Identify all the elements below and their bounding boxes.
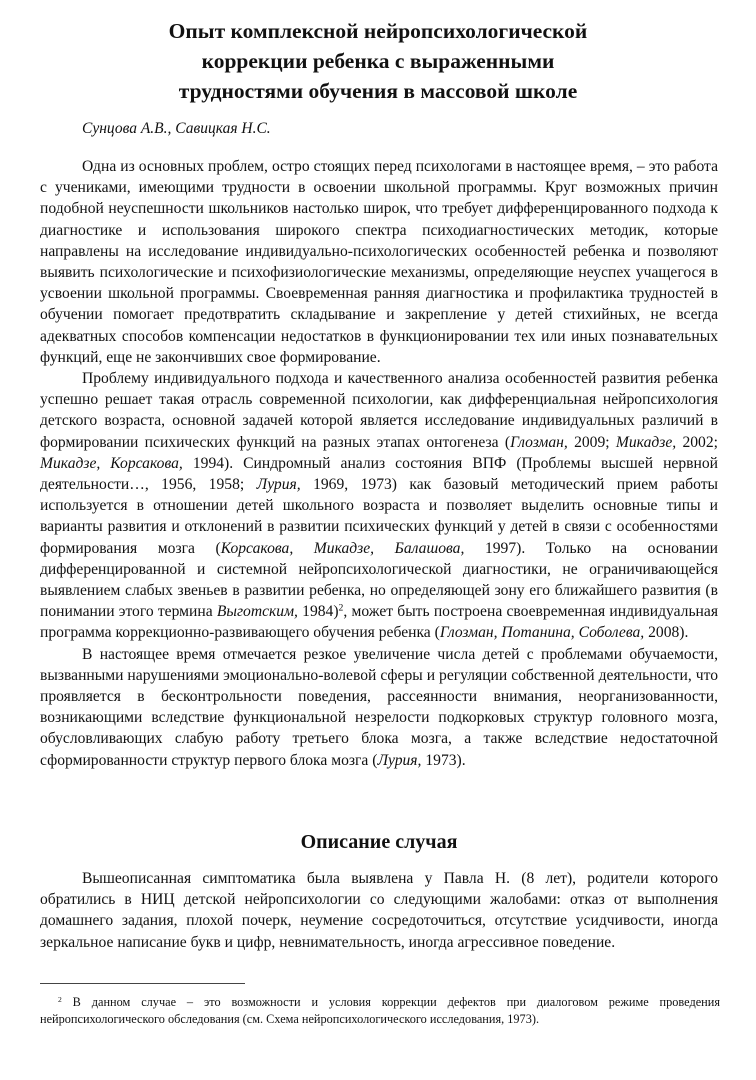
text-run: 1997). Только на основании дифференцированной и системной нейропсихологической диагностики, не ограничивающейся выявлением слабых звеньев в развитии ребенка, но определяющей зону его ближайшего развития (в понимании этого термина xyxy=(40,539,719,621)
citation: Корсакова, Микадзе, Балашова, xyxy=(220,539,465,557)
text-run: , может быть построена своевременная индивидуальная программа коррекционно-развивающего обучения ребенка ( xyxy=(40,603,718,642)
text-run: Проблему индивидуального подхода и качественного анализа особенностей развития ребенка успешно решает такая отрасль современной психологии, как дифференциальная нейропсихология детского возраста, основной задачей которой является исследование индивидуальных различий в формировании психических функций на разных этапах онтогенеза ( xyxy=(40,370,718,451)
article-title xyxy=(40,16,716,106)
text-run: В настоящее время отмечается резкое увеличение числа детей с проблемами обучаемости, вызванными нарушениями эмоционально-волевой сферы и регуляции собственной деятельности, что проявляется в бесконтрольности поведения, рассеянности внимания, неорганизованности, возникающими вследствие функциональной незрелости подкорковых структур головного мозга, обусловливающих слабую работу третьего блока мозга, а также вследствие недостаточной сформированности структур первого блока мозга ( xyxy=(40,645,718,769)
citation: Микадзе, xyxy=(615,433,677,451)
paragraph xyxy=(40,368,718,644)
paragraph xyxy=(40,644,718,771)
citation: Глозман, xyxy=(510,433,568,451)
intro-body xyxy=(40,156,718,771)
text-run: 1973). xyxy=(421,751,466,769)
footnote xyxy=(40,994,720,1028)
text-run: 2002; xyxy=(676,433,718,451)
footnote-text: В данном случае – это возможности и условия коррекции дефектов при диалоговом режиме проведения нейропсихологического обследования (см. Схема нейропсихологического исследования, 1973). xyxy=(40,995,720,1026)
title-line: трудностями обучения в массовой школе xyxy=(178,79,578,103)
text-run: 2009; xyxy=(567,433,616,451)
text-run: 2008). xyxy=(644,624,689,642)
text-run: 1994). Синдромный анализ состояния ВПФ (Проблемы высшей нервной деятельности…, 1956, 1958; xyxy=(40,454,718,494)
citation: Глозман, Потанина, Соболева, xyxy=(439,624,645,642)
citation: Микадзе, Корсакова, xyxy=(40,454,183,472)
paragraph: Одна из основных проблем, остро стоящих перед психологами в настоящее время, – это работа с учениками, имеющими трудности в освоении школьной программы. Круг возможных причин подобной неуспешности школьников настолько широк, что требует дифференцированного подхода к диагностике и использования широкого спектра психодиагностических методик, которые направлены на исследование индивидуально-психологических особенностей ребенка и позволяют выявить психологические и психофизиологические механизмы, определяющие неуспех учащегося в усвоении школьной программы. Своевременная ранняя диагностика и профилактика трудностей в обучении помогает предотвратить складывание и закрепление у детей стихийных, не всегда адекватных способов компенсации недостатков в функционировании тех или иных познавательных функций, еще не закончивших свое формирование. xyxy=(40,158,718,366)
title-line: Опыт комплексной нейропсихологической xyxy=(168,19,588,43)
footnote-divider xyxy=(40,983,245,984)
section-heading: Описание случая xyxy=(300,831,458,853)
paragraph: Вышеописанная симптоматика была выявлена у Павла Н. (8 лет), родители которого обратились в НИЦ детской нейропсихологии со следующими жалобами: отказ от выполнения домашнего задания, плохой почерк, неумение сосредоточиться, отсутствие усидчивости, иногда зеркальное написание букв и цифр, невнимательность, иногда агрессивное поведение. xyxy=(40,870,718,951)
footnote-number: 2 xyxy=(58,994,62,1004)
citation: Выготским, xyxy=(216,603,298,621)
authors: Сунцова А.В., Савицкая Н.С. xyxy=(82,120,271,137)
section-body xyxy=(40,868,718,953)
title-line: коррекции ребенка с выраженными xyxy=(201,49,555,73)
footnote-marker: 2 xyxy=(338,602,344,614)
text-run: 1969, 1973) как базовый методический прием работы используется в отношении детей школьного возраста и позволяет выделить основные типы и варианты развития и отклонений в развитии психических функций у детей в связи с особенностями формирования мозга ( xyxy=(40,476,718,557)
text-run: 1984) xyxy=(297,603,339,621)
citation: Лурия, xyxy=(377,751,422,769)
citation: Лурия, xyxy=(256,476,301,494)
